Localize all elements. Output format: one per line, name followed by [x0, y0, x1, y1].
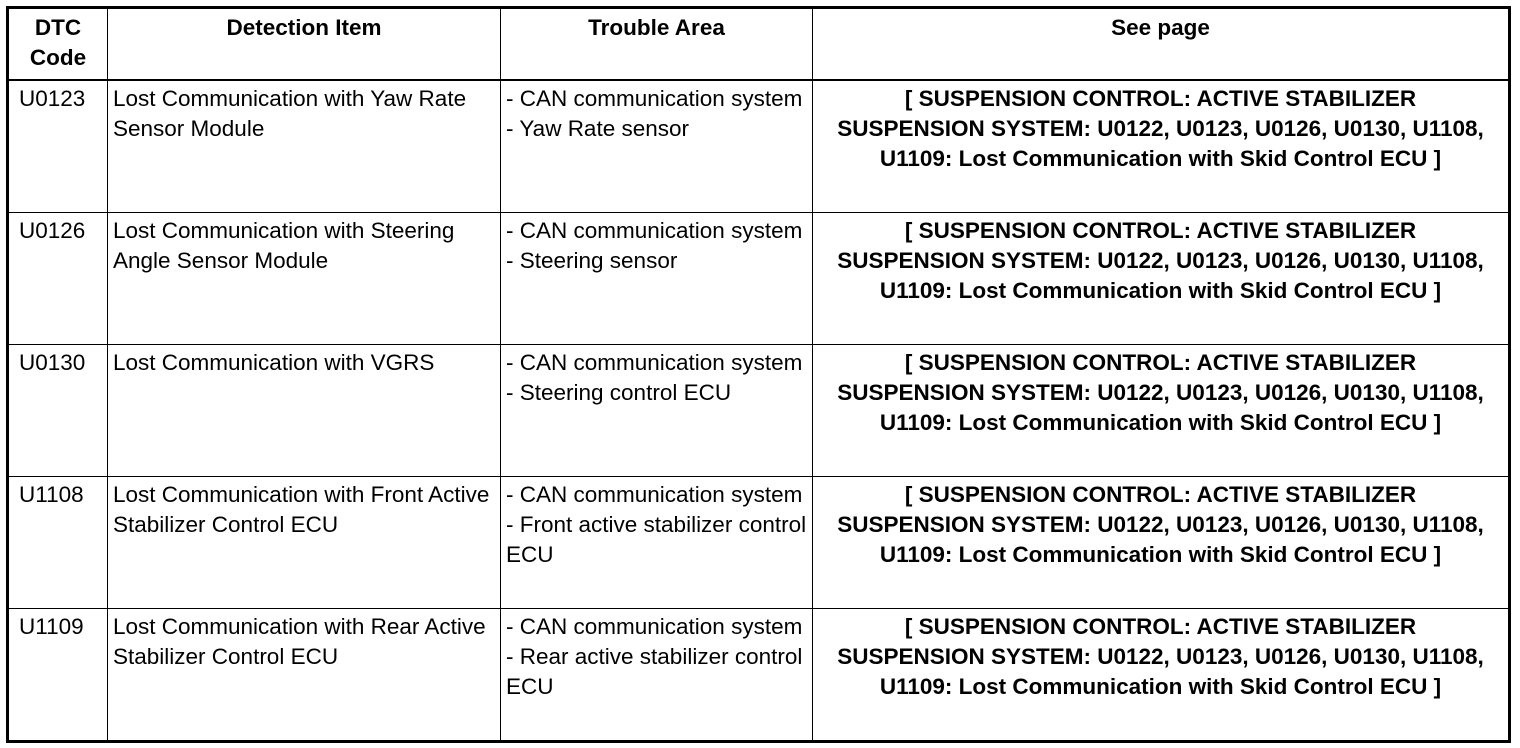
header-see-page: See page	[813, 8, 1510, 81]
trouble-area-line: - Steering control ECU	[506, 380, 732, 405]
trouble-area-cell	[501, 609, 813, 742]
dtc-code-cell: U1109	[8, 609, 108, 742]
header-dtc-code-line1: DTC	[34, 15, 82, 40]
detection-item-cell: Lost Communication with Rear Active Stabilizer Control ECU	[108, 609, 501, 742]
trouble-area-cell	[501, 477, 813, 609]
dtc-code-cell: U0126	[8, 213, 108, 345]
header-trouble-area: Trouble Area	[501, 8, 813, 81]
trouble-area-line: - Rear active stabilizer control ECU	[506, 644, 803, 699]
header-dtc-code-line2: Code	[29, 45, 87, 70]
detection-item-cell: Lost Communication with Steering Angle Sensor Module	[108, 213, 501, 345]
table-row	[8, 80, 1510, 213]
see-page-link[interactable]: [ SUSPENSION CONTROL: ACTIVE STABILIZER SUSPENSION SYSTEM: U0122, U0123, U0126, U0130, U1108, U1109: Lost Communication with Skid Control ECU ]	[813, 80, 1510, 213]
dtc-code-cell: U1108	[8, 477, 108, 609]
trouble-area-line: - Steering sensor	[506, 248, 678, 273]
trouble-area-cell	[501, 213, 813, 345]
detection-item-cell: Lost Communication with Front Active Stabilizer Control ECU	[108, 477, 501, 609]
see-page-link[interactable]: [ SUSPENSION CONTROL: ACTIVE STABILIZER SUSPENSION SYSTEM: U0122, U0123, U0126, U0130, U1108, U1109: Lost Communication with Skid Control ECU ]	[813, 345, 1510, 477]
see-page-link[interactable]: [ SUSPENSION CONTROL: ACTIVE STABILIZER SUSPENSION SYSTEM: U0122, U0123, U0126, U0130, U1108, U1109: Lost Communication with Skid Control ECU ]	[813, 609, 1510, 742]
see-page-link[interactable]: [ SUSPENSION CONTROL: ACTIVE STABILIZER SUSPENSION SYSTEM: U0122, U0123, U0126, U0130, U1108, U1109: Lost Communication with Skid Control ECU ]	[813, 477, 1510, 609]
trouble-area-line: - CAN communication system	[506, 86, 803, 111]
trouble-area-line: - CAN communication system	[506, 614, 803, 639]
table-row	[8, 345, 1510, 477]
table-row	[8, 609, 1510, 742]
dtc-code-cell: U0123	[8, 80, 108, 213]
trouble-area-line: - CAN communication system	[506, 350, 803, 375]
see-page-link[interactable]: [ SUSPENSION CONTROL: ACTIVE STABILIZER SUSPENSION SYSTEM: U0122, U0123, U0126, U0130, U1108, U1109: Lost Communication with Skid Control ECU ]	[813, 213, 1510, 345]
trouble-area-cell	[501, 345, 813, 477]
trouble-area-line: - CAN communication system	[506, 482, 803, 507]
header-dtc-code	[8, 8, 108, 81]
trouble-area-line: - CAN communication system	[506, 218, 803, 243]
table-row	[8, 477, 1510, 609]
header-row	[8, 8, 1510, 81]
trouble-area-line: - Yaw Rate sensor	[506, 116, 689, 141]
header-detection-item: Detection Item	[108, 8, 501, 81]
dtc-code-cell: U0130	[8, 345, 108, 477]
detection-item-cell: Lost Communication with VGRS	[108, 345, 501, 477]
trouble-area-line: - Front active stabilizer control ECU	[506, 512, 807, 567]
trouble-area-cell	[501, 80, 813, 213]
detection-item-cell: Lost Communication with Yaw Rate Sensor Module	[108, 80, 501, 213]
dtc-table	[6, 6, 1511, 743]
table-row	[8, 213, 1510, 345]
